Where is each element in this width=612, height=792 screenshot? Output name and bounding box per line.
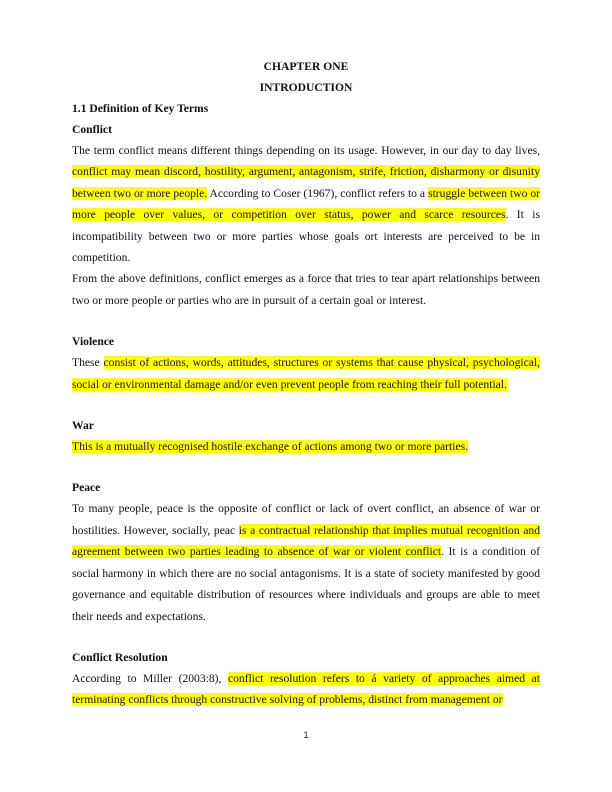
spacer: [72, 395, 540, 415]
page-number: 1: [303, 730, 309, 741]
term-heading-peace: Peace: [72, 481, 101, 495]
chapter-title: INTRODUCTION: [259, 81, 353, 94]
term-heading-conflict: Conflict: [72, 123, 112, 136]
text-run: To many people, peace is the opposite of conflict or lack of overt conflict, an absence of war or hostilities. However, socially, peac: [72, 502, 540, 537]
highlighted-text: struggle between two or more people over values, or competition over status, power and scarce resources: [72, 186, 540, 222]
violence-paragraph: [72, 352, 540, 395]
spacer: [72, 627, 540, 647]
highlighted-text: This is a mutually recognised hostile exchange of actions among two or more parties.: [72, 440, 469, 454]
text-run: According to Coser (1967), conflict refers to a: [207, 186, 429, 200]
highlighted-text: conflict may mean discord, hostility, argument, antagonism, strife, friction, disharmony or disunity between two or more people.: [72, 165, 540, 200]
text-run: According to Miller (2003:8),: [72, 671, 228, 685]
page-content: [72, 56, 540, 711]
conflict-paragraph-2: From the above definitions, conflict emerges as a force that tries to tear apart relationships between two or more people or parties who are in pursuit of a certain goal or interest.: [72, 272, 540, 307]
spacer: [72, 457, 540, 477]
text-run: The term conflict means different things depending on its usage. However, in our day to day lives,: [72, 144, 540, 157]
conflict-paragraph-1: [72, 140, 540, 268]
term-heading-violence: Violence: [72, 335, 115, 349]
war-paragraph: [72, 436, 540, 457]
text-run: . It is incompatibility between two or more parties whose goals ort interests are perceived to be in competition.: [72, 208, 540, 265]
peace-paragraph: [72, 498, 540, 626]
highlighted-text: consist of actions, words, attitudes, structures or systems that cause physical, psychological, social or environmental damage and/or even prevent people from reaching their full potential.: [72, 356, 540, 391]
text-run: These: [72, 356, 104, 370]
chapter-label: CHAPTER ONE: [263, 60, 349, 73]
section-heading: 1.1 Definition of Key Terms: [72, 102, 209, 115]
highlighted-text: is a contractual relationship that implies mutual recognition and agreement between two parties leading to absence of war or violent conflict: [72, 523, 540, 559]
term-heading-conflict-resolution: Conflict Resolution: [72, 650, 168, 664]
conflict-resolution-paragraph: [72, 668, 540, 711]
spacer: [72, 311, 540, 331]
highlighted-text: conflict resolution refers to á variety of approaches aimed at terminating conflicts through constructive solving of problems, distinct from management or: [72, 671, 540, 707]
term-heading-war: War: [72, 419, 94, 433]
text-run: . It is a condition of social harmony in which there are no social antagonisms. It is a state of society manifested by good governance and equitable distribution of resources where individuals and groups are able to meet their needs and expectations.: [72, 545, 540, 623]
